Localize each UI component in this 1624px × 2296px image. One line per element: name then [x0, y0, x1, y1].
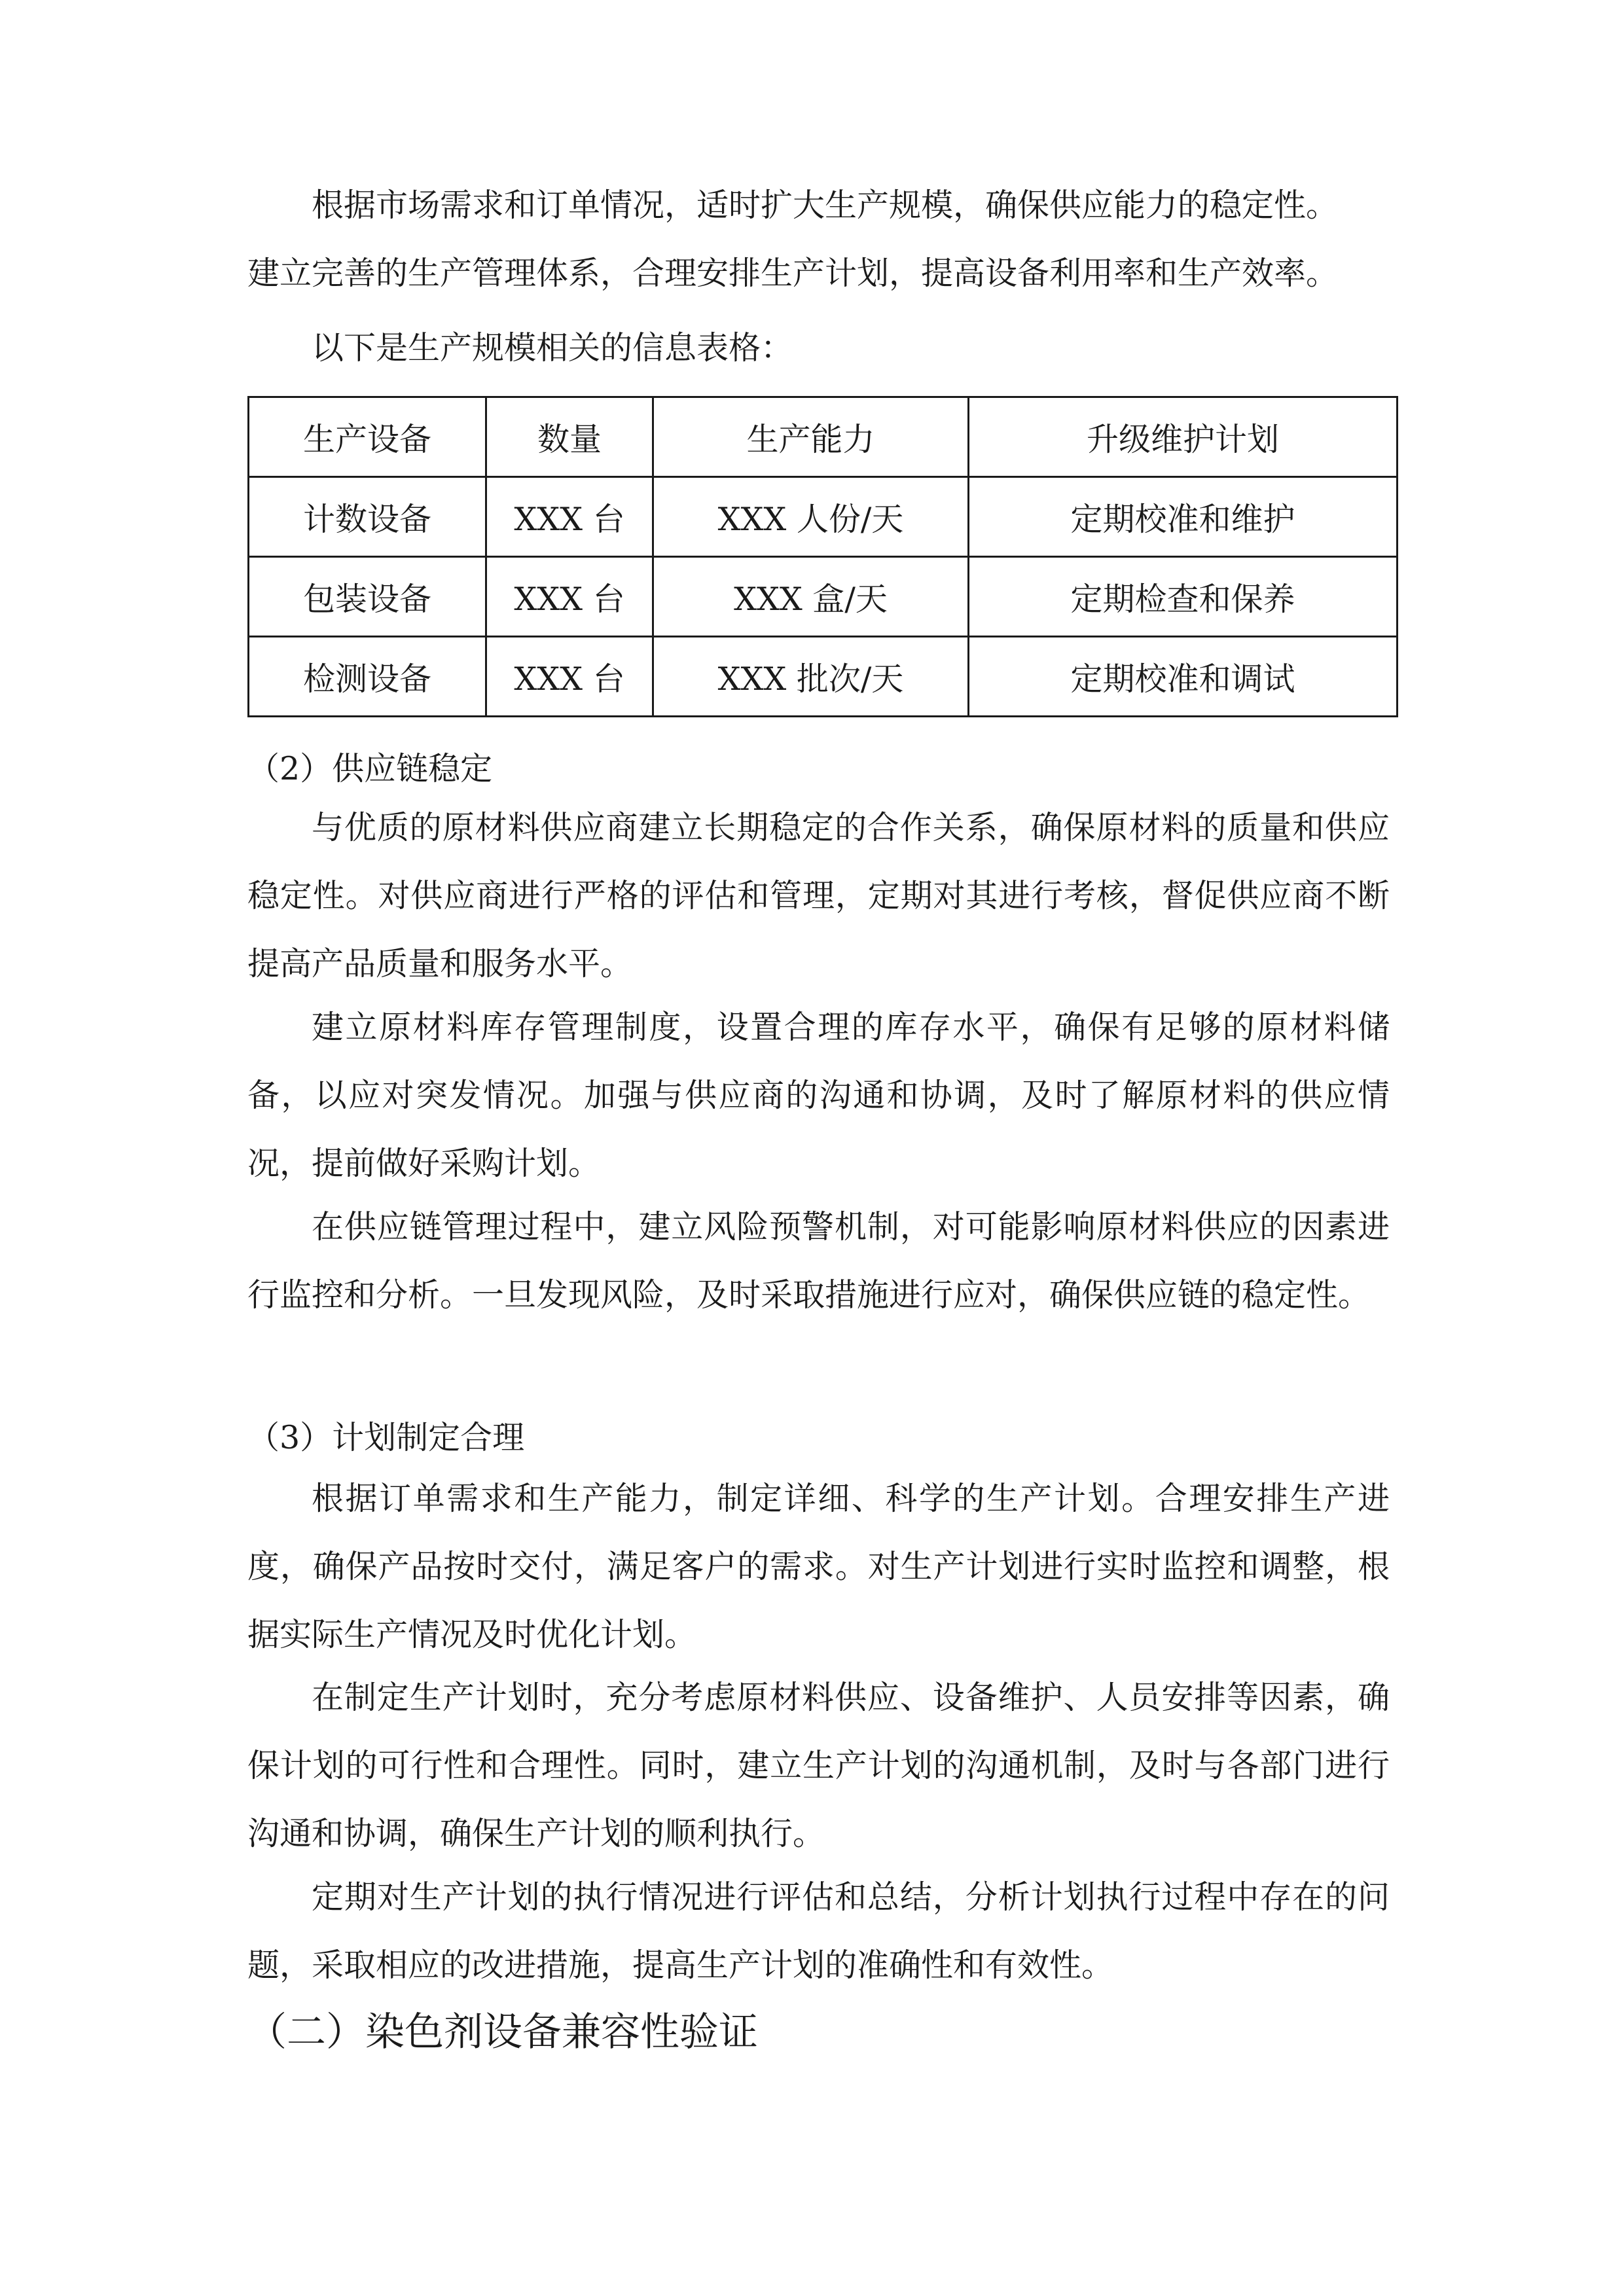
paragraph-plan-factors: 在制定生产计划时，充分考虑原材料供应、设备维护、人员安排等因素，确保计划的可行性和合理性。同时，建立生产计划的沟通机制，及时与各部门进行沟通和协调，确保生产计划的顺利执行。 [247, 1679, 1390, 1852]
table-cell: XXX 盒/天 [653, 557, 969, 637]
table-cell: 定期校准和维护 [969, 477, 1398, 557]
table-header-cell: 数量 [486, 397, 653, 477]
table-cell: XXX 批次/天 [653, 637, 969, 717]
paragraph-inventory-management: 建立原材料库存管理制度，设置合理的库存水平，确保有足够的原材料储备，以应对突发情况。加强与供应商的沟通和协调，及时了解原材料的供应情况，提前做好采购计划。 [247, 1009, 1390, 1182]
paragraph-production-plan: 根据订单需求和生产能力，制定详细、科学的生产计划。合理安排生产进度，确保产品按时交付，满足客户的需求。对生产计划进行实时监控和调整，根据实际生产情况及时优化计划。 [247, 1480, 1390, 1653]
paragraph-plan-evaluation: 定期对生产计划的执行情况进行评估和总结，分析计划执行过程中存在的问题，采取相应的改进措施，提高生产计划的准确性和有效性。 [247, 1878, 1390, 1984]
table-cell: 定期校准和调试 [969, 637, 1398, 717]
paragraph-table-intro: 以下是生产规模相关的信息表格： [312, 329, 793, 367]
paragraph-production-scale-1: 根据市场需求和订单情况，适时扩大生产规模，确保供应能力的稳定性。 [312, 187, 1339, 224]
section-heading-dye-compatibility: （二）染色剂设备兼容性验证 [247, 2009, 758, 2055]
table-cell: XXX 人份/天 [653, 477, 969, 557]
table-row [249, 477, 1398, 557]
table-cell: XXX 台 [486, 557, 653, 637]
paragraph-risk-warning: 在供应链管理过程中，建立风险预警机制，对可能影响原材料供应的因素进行监控和分析。一旦发现风险，及时采取措施进行应对，确保供应链的稳定性。 [247, 1208, 1390, 1314]
table-cell: 检测设备 [249, 637, 486, 717]
table-cell: 定期检查和保养 [969, 557, 1398, 637]
table-header-cell: 生产能力 [653, 397, 969, 477]
table-header-cell: 生产设备 [249, 397, 486, 477]
table-header-cell: 升级维护计划 [969, 397, 1398, 477]
table-cell: XXX 台 [486, 477, 653, 557]
paragraph-production-scale-2: 建立完善的生产管理体系，合理安排生产计划，提高设备利用率和生产效率。 [247, 255, 1339, 292]
table-cell: XXX 台 [486, 637, 653, 717]
table-row [249, 557, 1398, 637]
table-cell: 包装设备 [249, 557, 486, 637]
paragraph-supplier-cooperation: 与优质的原材料供应商建立长期稳定的合作关系，确保原材料的质量和供应稳定性。对供应商进行严格的评估和管理，定期对其进行考核，督促供应商不断提高产品质量和服务水平。 [247, 809, 1390, 982]
production-scale-table [247, 396, 1398, 717]
heading-supply-chain: （2）供应链稳定 [247, 750, 493, 787]
table-header-row [249, 397, 1398, 477]
table-row [249, 637, 1398, 717]
table-cell: 计数设备 [249, 477, 486, 557]
heading-planning: （3）计划制定合理 [247, 1419, 525, 1456]
